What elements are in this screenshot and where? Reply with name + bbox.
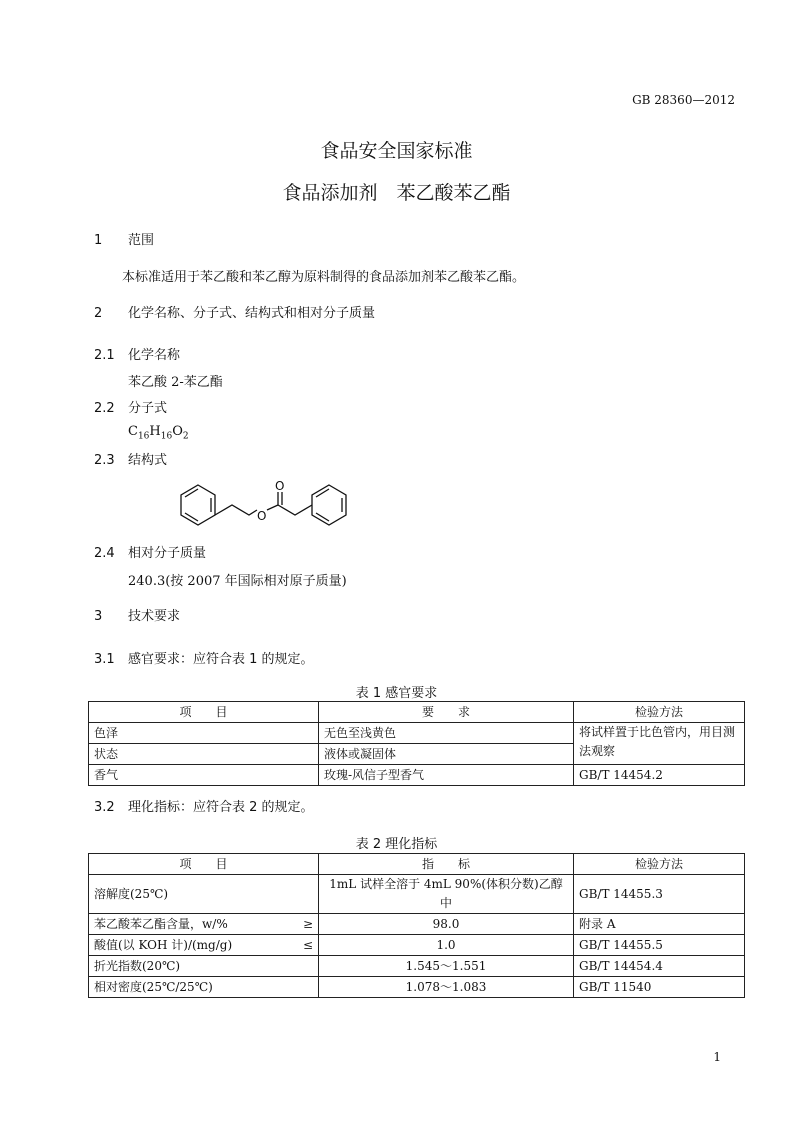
section-title: 技术要求	[128, 609, 181, 624]
cell-method: GB/T 14454.2	[574, 765, 745, 786]
section-2-1-heading	[94, 344, 180, 363]
cell-value: 98.0	[319, 914, 574, 935]
cell-item: 酸值(以 KOH 计)/(mg/g) ≤	[89, 935, 319, 956]
section-title: 感官要求：应符合表 1 的规定。	[128, 652, 314, 667]
section-number: 2.3	[94, 453, 115, 468]
table-2-physicochemical	[88, 853, 745, 998]
table-row	[89, 914, 745, 935]
cell-item: 色泽	[89, 723, 319, 744]
table-row	[89, 765, 745, 786]
section-title: 理化指标：应符合表 2 的规定。	[128, 800, 314, 815]
table-row	[89, 723, 745, 744]
header-cell: 检验方法	[574, 702, 745, 723]
chemical-name: 苯乙酸 2-苯乙酯	[128, 375, 223, 390]
cell-method: GB/T 14455.3	[574, 875, 745, 914]
cell-requirement: 无色至浅黄色	[319, 723, 574, 744]
cell-item: 状态	[89, 744, 319, 765]
left-benzene-ring	[181, 485, 215, 525]
section-title: 相对分子质量	[128, 546, 207, 561]
cell-method-merged: 将试样置于比色管内，用目测 法观察	[574, 723, 745, 765]
section-title: 化学名称、分子式、结构式和相对分子质量	[128, 306, 376, 321]
cell-value: 1.078～1.083	[319, 977, 574, 998]
section-3-2-heading	[94, 796, 314, 815]
page-number: 1	[713, 1050, 721, 1064]
table-2-caption: 表 2 理化指标	[355, 837, 438, 852]
cell-item: 香气	[89, 765, 319, 786]
cell-item: 溶解度(25℃)	[89, 875, 319, 914]
cell-value: 1mL 试样全溶于 4mL 90%(体积分数)乙醇中	[319, 875, 574, 914]
structural-formula	[170, 474, 360, 536]
cell-item: 苯乙酸苯乙酯含量，w/% ≥	[89, 914, 319, 935]
table-row	[89, 875, 745, 914]
cell-method: GB/T 11540	[574, 977, 745, 998]
section-2-3-heading	[94, 449, 167, 468]
ester-oxygen-label: O	[257, 509, 267, 523]
header-cell: 项 目	[89, 702, 319, 723]
section-number: 2	[94, 306, 103, 321]
section-title: 结构式	[128, 453, 168, 468]
section-title: 范围	[128, 233, 155, 248]
section-number: 2.2	[94, 401, 115, 416]
section-1-text: 本标准适用于苯乙酸和苯乙醇为原料制得的食品添加剂苯乙酸苯乙酯。	[122, 270, 526, 285]
section-number: 3	[94, 609, 103, 624]
cell-requirement: 玫瑰-风信子型香气	[319, 765, 574, 786]
section-number: 3.2	[94, 800, 115, 815]
cell-item: 相对密度(25℃/25℃)	[89, 977, 319, 998]
table-row	[89, 956, 745, 977]
section-2-2-heading	[94, 397, 167, 416]
section-number: 2.1	[94, 348, 115, 363]
section-2-heading	[94, 302, 375, 321]
cell-method: GB/T 14454.4	[574, 956, 745, 977]
section-2-4-heading	[94, 542, 206, 561]
cell-requirement: 液体或凝固体	[319, 744, 574, 765]
section-title: 化学名称	[128, 348, 181, 363]
cell-method: GB/T 14455.5	[574, 935, 745, 956]
cell-item: 折光指数(20℃)	[89, 956, 319, 977]
table-row	[89, 977, 745, 998]
molecular-mass: 240.3(按 2007 年国际相对原子质量)	[128, 574, 347, 589]
header-cell: 检验方法	[574, 854, 745, 875]
section-1-heading	[94, 229, 154, 248]
cell-value: 1.545～1.551	[319, 956, 574, 977]
cell-value: 1.0	[319, 935, 574, 956]
right-benzene-ring	[312, 485, 346, 525]
carbonyl-oxygen-label: O	[275, 479, 285, 493]
section-number: 3.1	[94, 652, 115, 667]
standard-code: GB 28360—2012	[632, 93, 735, 107]
header-cell: 指 标	[319, 854, 574, 875]
section-3-1-heading	[94, 648, 314, 667]
section-3-heading	[94, 605, 180, 624]
table-header-row	[89, 854, 745, 875]
table-header-row	[89, 702, 745, 723]
header-cell: 项 目	[89, 854, 319, 875]
cell-method: 附录 A	[574, 914, 745, 935]
document-title: 食品安全国家标准	[320, 140, 473, 162]
document-subtitle: 食品添加剂 苯乙酸苯乙酯	[282, 182, 511, 204]
header-cell: 要 求	[319, 702, 574, 723]
section-title: 分子式	[128, 401, 168, 416]
table-1-caption: 表 1 感官要求	[355, 686, 438, 701]
table-1-sensory	[88, 701, 745, 786]
section-number: 1	[94, 233, 103, 248]
molecular-formula: $C_{16}H_{16}O_2$	[128, 424, 189, 442]
table-row	[89, 935, 745, 956]
section-number: 2.4	[94, 546, 115, 561]
